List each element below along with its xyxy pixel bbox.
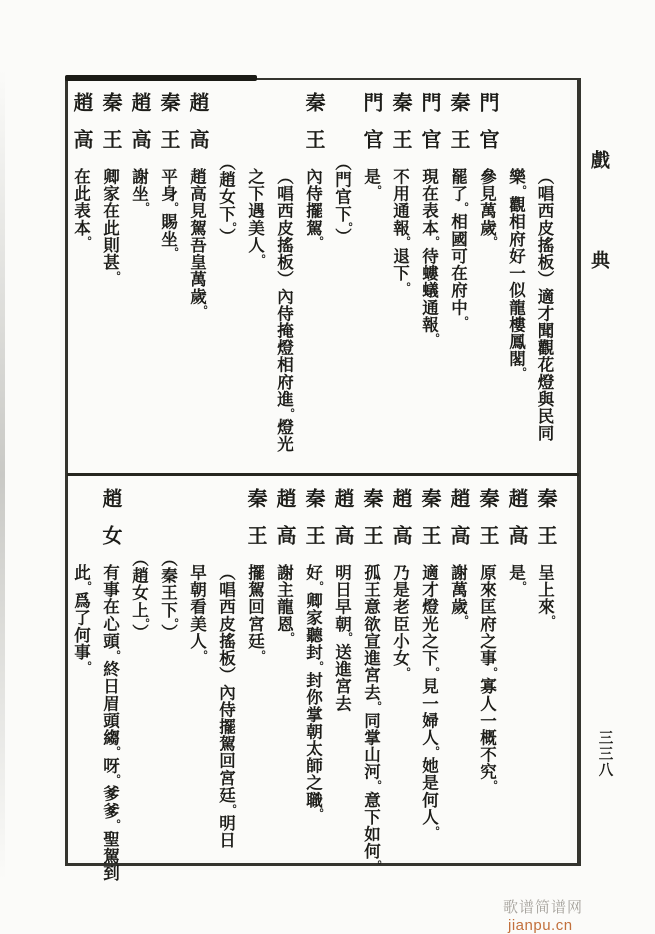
speaker-name: 趙高 xyxy=(273,488,295,562)
dialog-text: 不用通報。退下。 xyxy=(390,168,411,293)
song-text: （唱西皮搖板）內侍掩燈相府進。燈光 xyxy=(274,168,295,453)
dialog-text: 內侍擺駕。 xyxy=(303,168,324,248)
script-column xyxy=(269,476,298,863)
script-column xyxy=(182,80,211,473)
book-title: 戲典 xyxy=(588,150,609,350)
page-number: 三三八 xyxy=(596,730,613,778)
stage-direction: （趙女下。） xyxy=(216,154,237,246)
dialog-text: 謝坐。 xyxy=(129,168,150,214)
song-text: 之下遇美人。 xyxy=(245,168,266,265)
script-column xyxy=(124,80,153,473)
speaker-name: 秦王 xyxy=(302,92,324,166)
dialog-text: 適才燈光之下。見一婦人。她是何人。 xyxy=(419,564,440,837)
speaker-name: 趙高 xyxy=(331,488,353,562)
dialog-text: 在此表本。 xyxy=(71,168,92,248)
song-text: （唱西皮搖板）適才聞觀花燈與民同 xyxy=(535,168,554,442)
speaker-name: 趙高 xyxy=(447,488,469,562)
script-column xyxy=(472,476,501,863)
song-text: 早朝看美人。 xyxy=(187,564,208,661)
script-column xyxy=(269,80,298,473)
speaker-name: 門官 xyxy=(476,92,498,166)
script-column xyxy=(327,80,356,473)
stage-direction: （秦王下。） xyxy=(158,550,179,642)
speaker-name: 秦王 xyxy=(389,92,411,166)
dialog-text: 是。 xyxy=(506,564,527,593)
speaker-name: 門官 xyxy=(360,92,382,166)
speaker-name: 趙高 xyxy=(70,92,92,166)
stage-direction: （趙女上。） xyxy=(129,550,150,642)
dialog-text: 乃是老臣小女。 xyxy=(390,564,411,678)
script-column xyxy=(327,476,356,863)
script-section-bottom xyxy=(68,476,577,882)
speaker-name: 趙高 xyxy=(389,488,411,562)
speaker-name: 秦王 xyxy=(447,92,469,166)
speaker-name: 趙高 xyxy=(128,92,150,166)
speaker-name: 趙女 xyxy=(99,488,121,562)
script-frame xyxy=(65,78,581,882)
script-column xyxy=(298,476,327,863)
song-text: 此。爲了何事。 xyxy=(71,564,92,672)
dialog-text: 現在表本。待螻蟻通報。 xyxy=(419,168,440,344)
script-column xyxy=(66,476,95,863)
script-column xyxy=(385,476,414,863)
speaker-name: 趙高 xyxy=(186,92,208,166)
dialog-text: 謝萬歲。 xyxy=(448,564,469,627)
script-column xyxy=(443,80,472,473)
script-column xyxy=(95,476,124,882)
watermark-site-url: jianpu.cn xyxy=(508,917,573,934)
watermark xyxy=(503,896,655,934)
dialog-text: 好。卿家聽封。封你掌朝太師之職。 xyxy=(303,564,324,820)
speaker-name: 門官 xyxy=(418,92,440,166)
dialog-text: 罷了。相國可在府中。 xyxy=(448,168,469,327)
script-column xyxy=(443,476,472,863)
dialog-text: 參見萬歲。 xyxy=(477,168,498,248)
script-column xyxy=(240,80,269,473)
speaker-name: 秦王 xyxy=(302,488,324,562)
script-column xyxy=(414,476,443,863)
script-column xyxy=(385,80,414,473)
script-column xyxy=(414,80,443,473)
script-section-top xyxy=(68,80,577,473)
speaker-name: 秦王 xyxy=(360,488,382,562)
script-column xyxy=(95,80,124,473)
script-column xyxy=(211,80,240,473)
speaker-name: 趙高 xyxy=(505,488,527,562)
dialog-text: 有事在心頭。終日眉頭縐。呀。爹爹。聖駕到 xyxy=(100,564,121,882)
dialog-text: 平身。賜坐。 xyxy=(158,168,179,259)
script-column xyxy=(211,476,240,863)
script-column xyxy=(356,80,385,473)
script-column xyxy=(240,476,269,863)
script-column xyxy=(298,80,327,473)
script-column xyxy=(501,80,530,473)
speaker-name: 秦王 xyxy=(244,488,266,562)
script-column xyxy=(472,80,501,473)
dialog-text: 卿家在此則甚。 xyxy=(100,168,121,282)
script-column xyxy=(124,476,153,863)
script-column xyxy=(530,80,559,473)
dialog-text: 明日早朝。送進宮去 xyxy=(332,564,353,712)
script-column xyxy=(153,80,182,473)
dialog-text: 擺駕回宮廷。 xyxy=(245,564,266,661)
speaker-name: 秦王 xyxy=(418,488,440,562)
speaker-name: 秦王 xyxy=(99,92,121,166)
script-column xyxy=(356,476,385,871)
dialog-text: 呈上來。 xyxy=(535,564,556,627)
dialog-text: 孤王意欲宣進宮去。同掌山河。意下如何。 xyxy=(361,564,382,871)
script-column xyxy=(66,80,95,473)
script-column xyxy=(530,476,559,863)
dialog-text: 原來匡府之事。寡人一概不究。 xyxy=(477,564,498,792)
dialog-text: 趙高見駕吾皇萬歲。 xyxy=(187,168,208,316)
watermark-site-name: 歌谱简谱网 xyxy=(503,899,584,916)
script-column xyxy=(182,476,211,863)
dialog-text: 是。 xyxy=(361,168,382,197)
speaker-name: 秦王 xyxy=(534,488,556,562)
song-text: （唱西皮搖板）內侍擺駕回宮廷。明日 xyxy=(216,564,237,849)
scan-edge-shade xyxy=(0,70,5,880)
speaker-name: 秦王 xyxy=(157,92,179,166)
stage-direction: （門官下。） xyxy=(332,154,353,246)
speaker-name: 秦王 xyxy=(476,488,498,562)
dialog-text: 謝主龍恩。 xyxy=(274,564,295,644)
song-text: 樂。觀相府好一似龍樓鳳閣。 xyxy=(506,168,527,379)
script-column xyxy=(153,476,182,863)
script-column xyxy=(501,476,530,863)
